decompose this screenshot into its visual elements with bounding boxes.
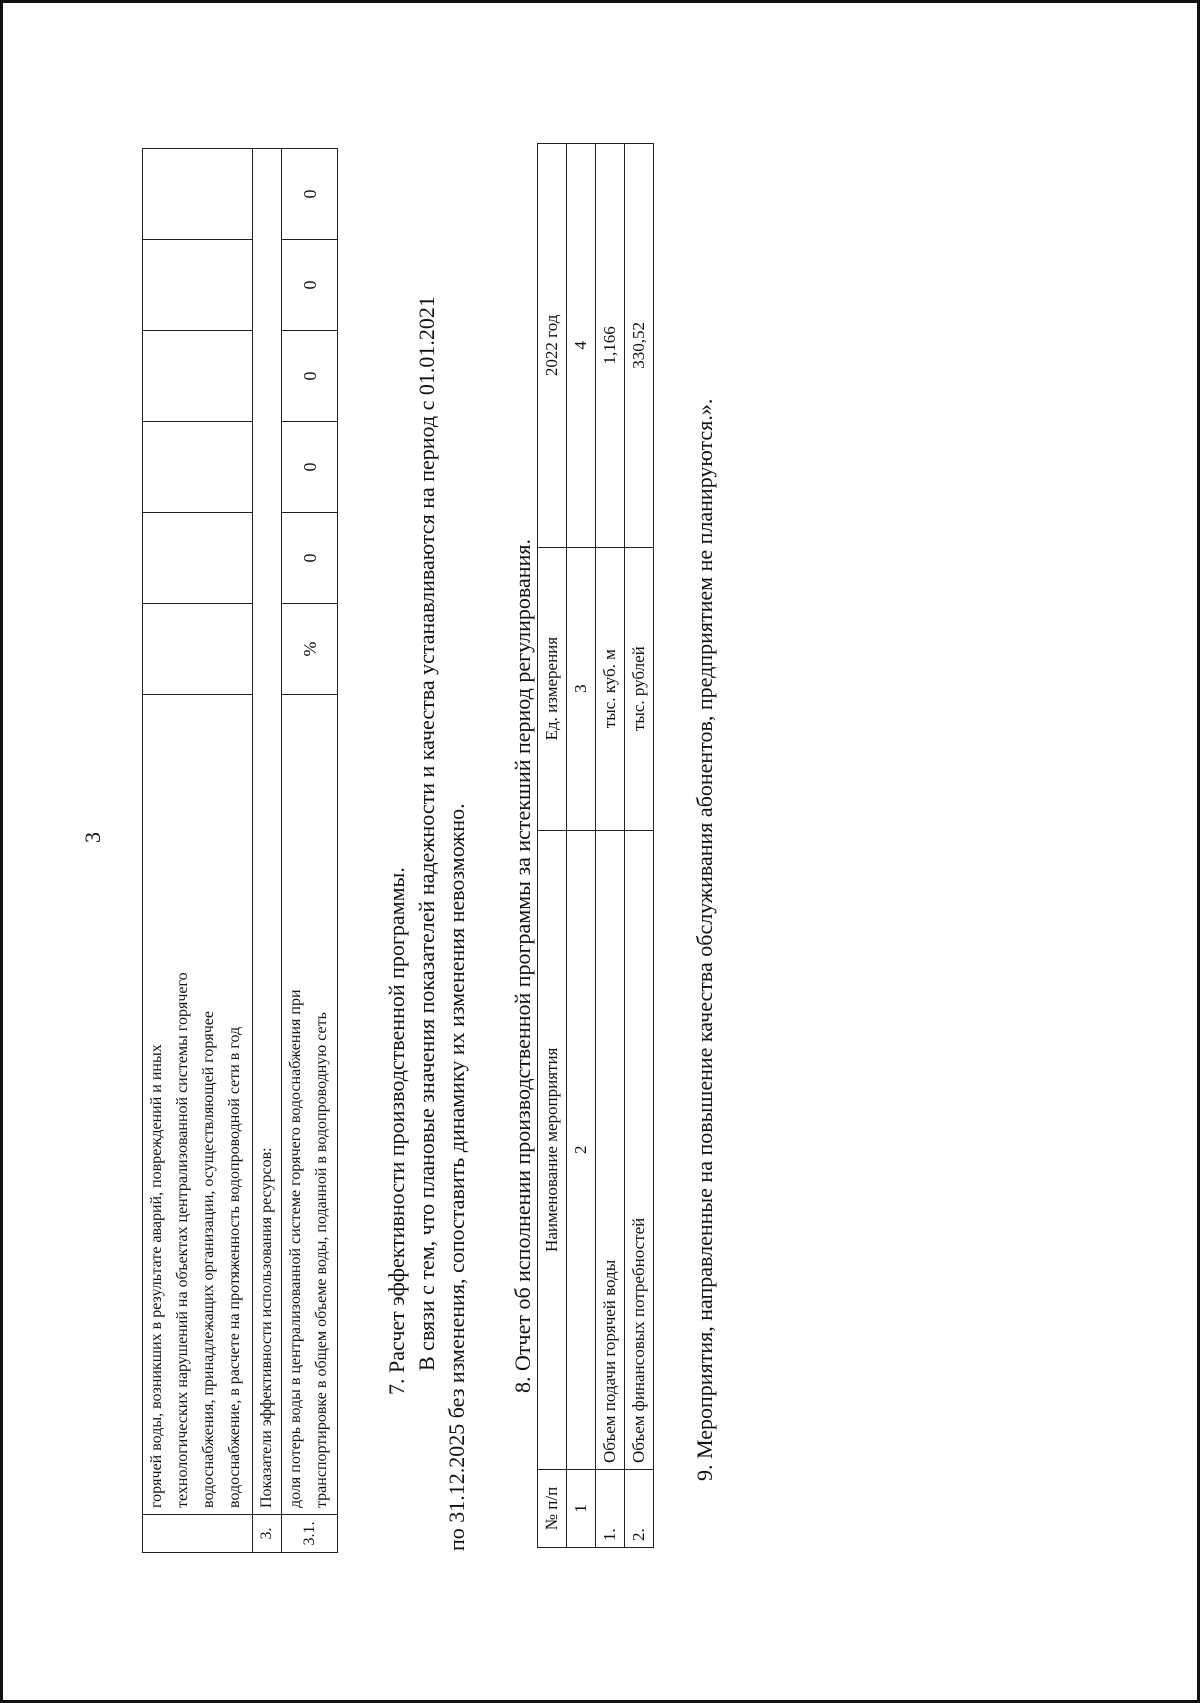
table-cell	[143, 422, 253, 513]
section-7-line-1: В связи с тем, что плановые значения показателей надежности и качества устанавливаются на период с 01.01.2021	[414, 296, 439, 1371]
section-7-title: 7. Расчет эффективности производственной программы.	[384, 867, 409, 1395]
row-value: 1,166	[596, 144, 625, 548]
row-text-cell	[282, 695, 338, 1515]
row-unit: тыс. рублей	[625, 547, 654, 830]
table-row	[253, 149, 282, 1553]
header-name: Наименование мероприятия	[538, 830, 567, 1470]
program-report-table	[537, 143, 654, 1548]
table-row	[282, 149, 338, 1553]
header-unit: Ед. измерения	[538, 547, 567, 830]
table-header-row	[538, 144, 567, 1548]
table-cell	[143, 331, 253, 422]
text-line: доля потерь воды в централизованной системе горячего водоснабжения при	[287, 989, 304, 1508]
row-name: Объем подачи горячей воды	[596, 830, 625, 1470]
indicators-table	[142, 148, 338, 1553]
table-row	[143, 149, 253, 1553]
row-value: 0	[282, 331, 338, 422]
table-cell	[143, 149, 253, 240]
section-number: 3.	[253, 1515, 282, 1553]
header-year: 2022 год	[538, 144, 567, 548]
column-number: 1	[567, 1470, 596, 1548]
row-number: 2.	[625, 1470, 654, 1548]
table-row	[567, 144, 596, 1548]
header-num: № п/п	[538, 1470, 567, 1548]
section-title: Показатели эффективности использования ресурсов:	[253, 149, 282, 1515]
section-7-line-2: по 31.12.2025 без изменения, сопоставить динамику их изменения невозможно.	[444, 803, 469, 1551]
table-cell	[143, 604, 253, 695]
table-cell	[143, 240, 253, 331]
row-value: 0	[282, 149, 338, 240]
section-9-text: 9. Мероприятия, направленные на повышение качества обслуживания абонентов, предприятием не планируются.».	[692, 398, 717, 1481]
column-number: 2	[567, 830, 596, 1470]
text-line: водоснабжения, принадлежащих организации, осуществляющей горячее	[200, 1010, 217, 1508]
row-number: 1.	[596, 1470, 625, 1548]
text-line: транспортировке в общем объеме воды, поданной в водопроводную сеть	[313, 1012, 330, 1508]
row-value: 0	[282, 513, 338, 604]
table-cell	[143, 513, 253, 604]
row-number: 3.1.	[282, 1515, 338, 1553]
row-value: 330,52	[625, 144, 654, 548]
table-cell	[143, 1515, 253, 1553]
column-number: 3	[567, 547, 596, 830]
row-unit: %	[282, 604, 338, 695]
text-line: горячей воды, возникших в результате аварий, повреждений и иных	[148, 1044, 165, 1508]
row-name: Объем финансовых потребностей	[625, 830, 654, 1470]
page-number: 3	[80, 832, 105, 843]
section-8-title: 8. Отчет об исполнении производственной программы за истекший период регулирования.	[510, 539, 535, 1393]
row-value: 0	[282, 422, 338, 513]
column-number: 4	[567, 144, 596, 548]
table-row	[625, 144, 654, 1548]
text-line: водоснабжение, в расчете на протяженность водопроводной сети в год	[226, 1026, 243, 1508]
continuation-text-cell	[143, 695, 253, 1515]
row-value: 0	[282, 240, 338, 331]
row-unit: тыс. куб. м	[596, 547, 625, 830]
table-row	[596, 144, 625, 1548]
text-line: технологических нарушений на объектах централизованной системы горячего	[174, 972, 191, 1508]
